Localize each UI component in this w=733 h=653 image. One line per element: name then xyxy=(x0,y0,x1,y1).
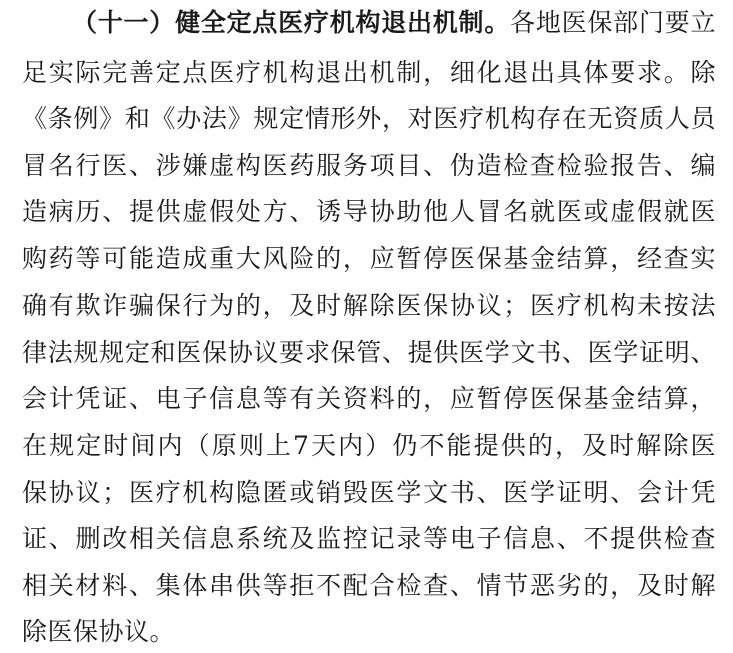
paragraph-line-7: 确有欺诈骗保行为的，及时解除医保协议；医疗机构未按法 xyxy=(22,291,716,320)
paragraph-line-1 xyxy=(72,5,716,41)
paragraph-line-4: 冒名行医、涉嫌虚构医药服务项目、伪造检查检验报告、编 xyxy=(22,151,716,180)
paragraph-line-12: 证、删改相关信息系统及监控记录等电子信息、不提供检查 xyxy=(22,524,716,553)
paragraph-line-14: 除医保协议。 xyxy=(22,617,176,646)
paragraph-line-6: 购药等可能造成重大风险的，应暂停医保基金结算，经查实 xyxy=(22,244,716,273)
section-heading: （十一）健全定点医疗机构退出机制。 xyxy=(72,8,511,37)
paragraph-line-13: 相关材料、集体串供等拒不配合检查、情节恶劣的，及时解 xyxy=(22,571,716,600)
paragraph-line-11: 保协议；医疗机构隐匿或销毁医学文书、医学证明、会计凭 xyxy=(22,478,716,507)
paragraph-line-8: 律法规规定和医保协议要求保管、提供医学文书、医学证明、 xyxy=(22,338,716,367)
paragraph-line-9: 会计凭证、电子信息等有关资料的，应暂停医保基金结算， xyxy=(22,384,716,413)
paragraph-text: 各地医保部门要立 xyxy=(510,8,716,37)
paragraph-line-5: 造病历、提供虚假处方、诱导协助他人冒名就医或虚假就医 xyxy=(22,197,716,226)
paragraph-line-2: 足实际完善定点医疗机构退出机制，细化退出具体要求。除 xyxy=(22,58,716,87)
paragraph-line-10: 在规定时间内（原则上7天内）仍不能提供的，及时解除医 xyxy=(22,431,716,460)
paragraph-line-3: 《条例》和《办法》规定情形外，对医疗机构存在无资质人员 xyxy=(22,104,716,133)
